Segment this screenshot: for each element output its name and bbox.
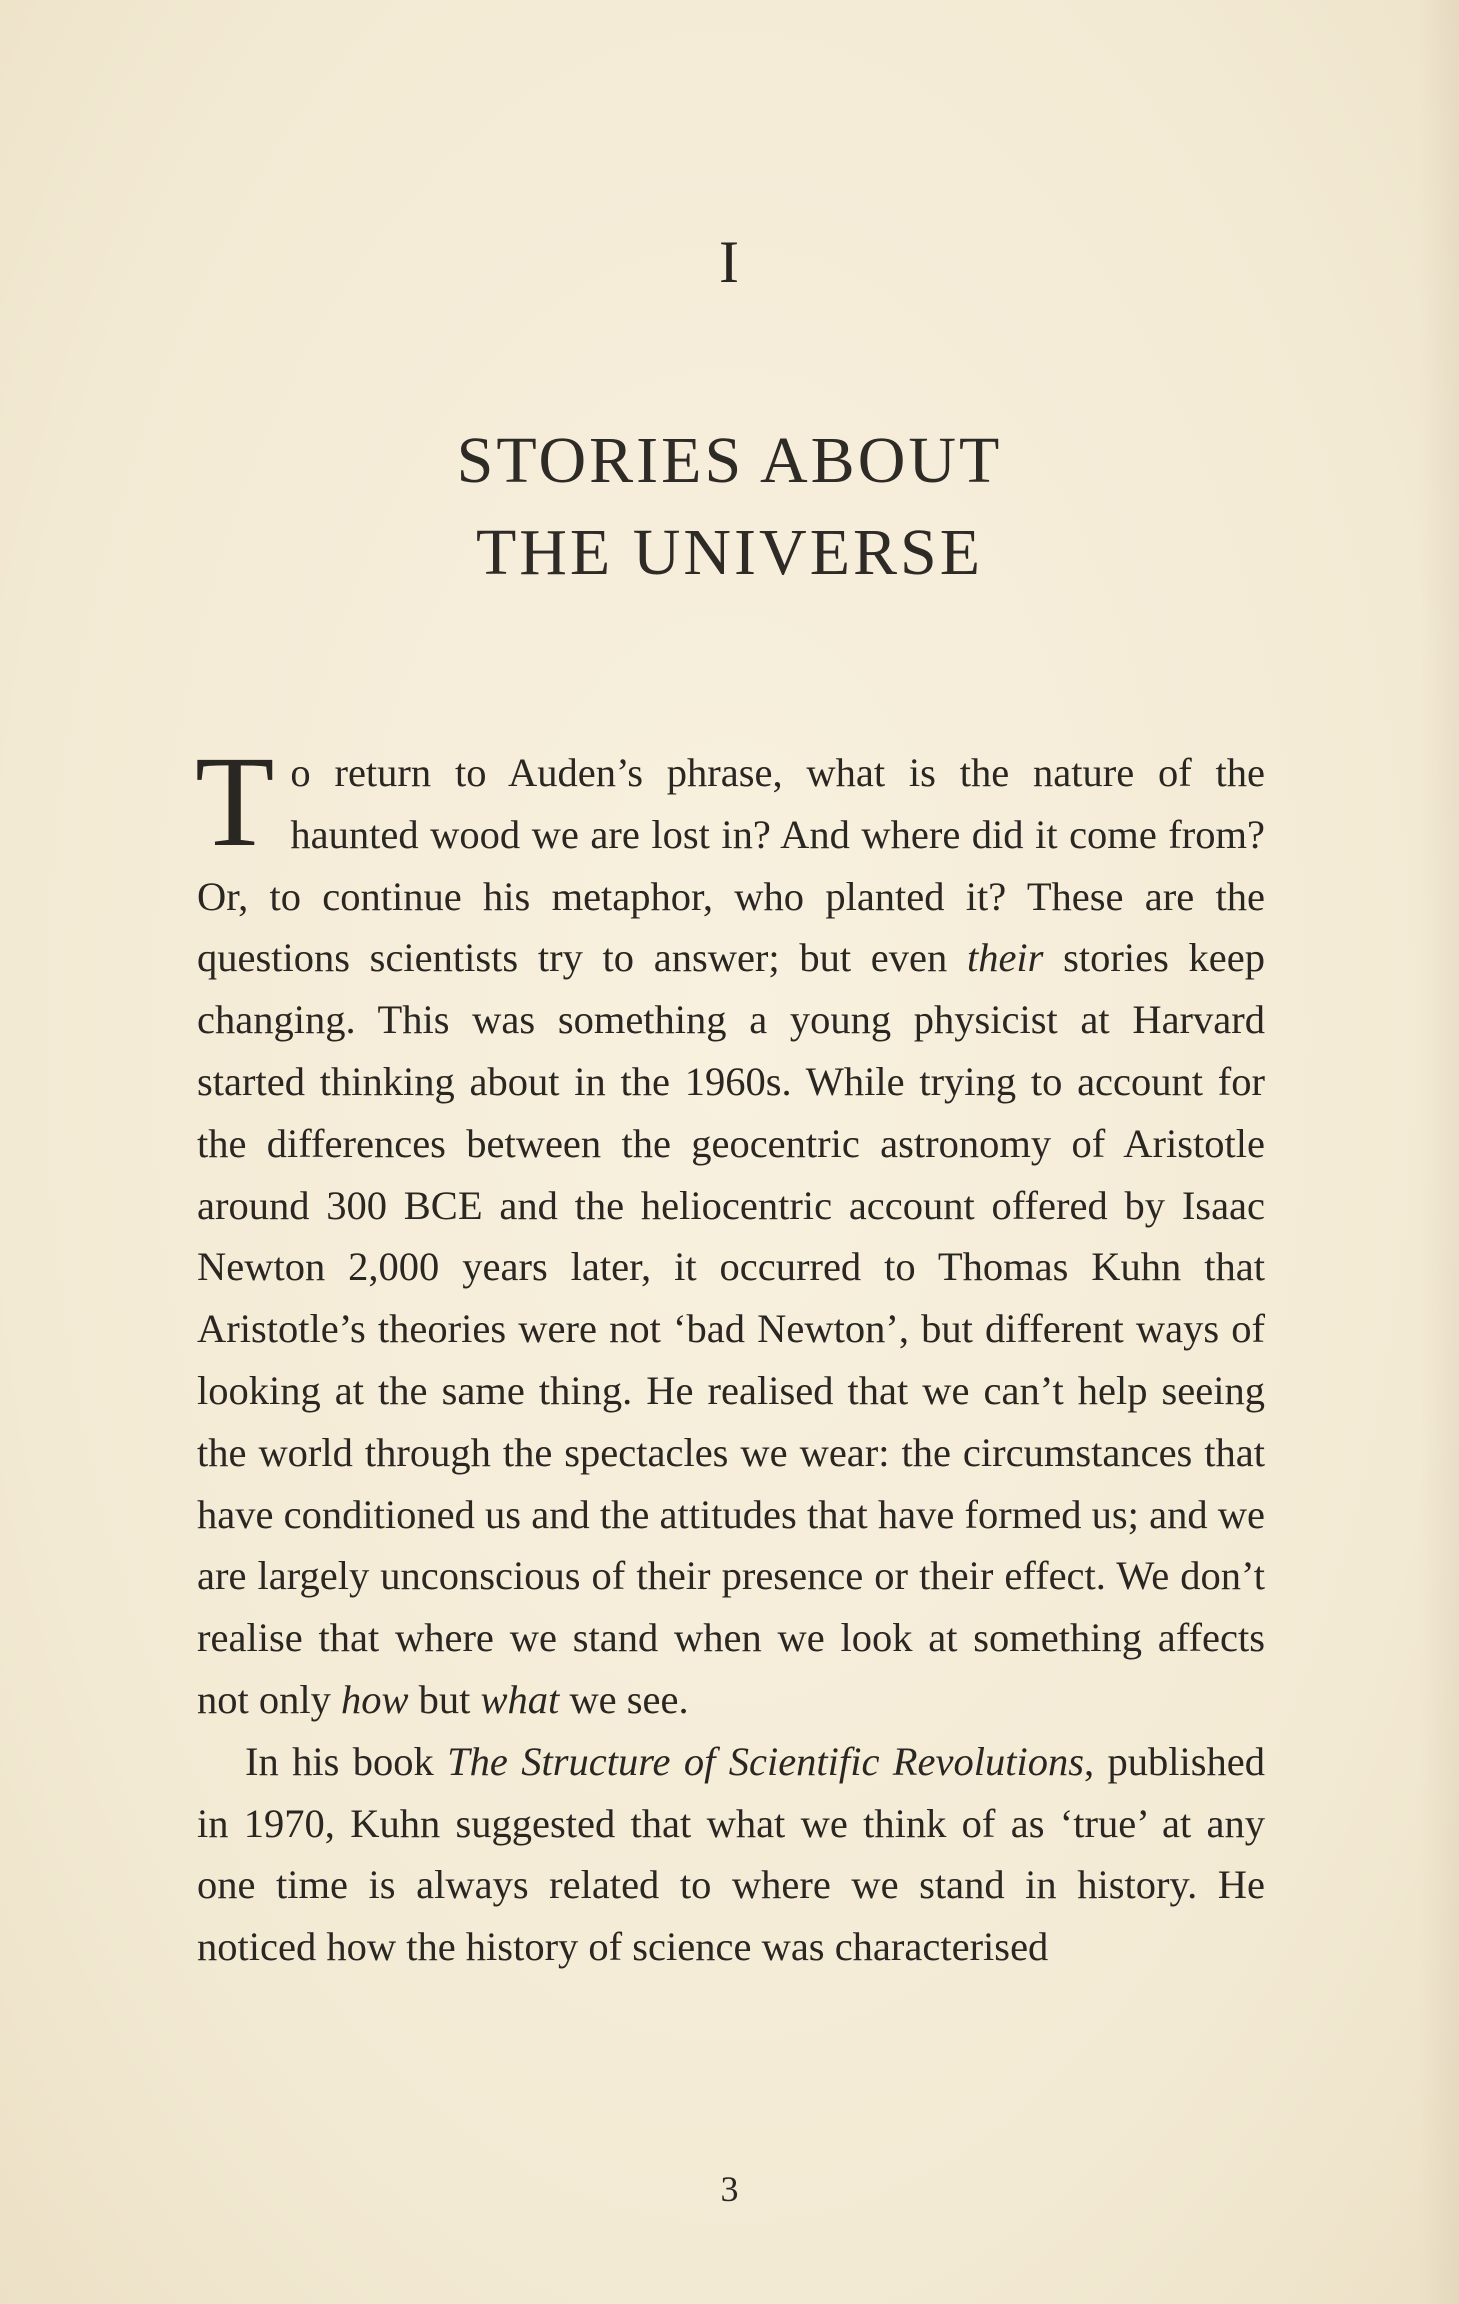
paragraph-1 [195,730,1265,1731]
page-number: 3 [720,2169,739,2209]
paragraph-2 [197,1731,1265,1978]
book-title: The Structure of Scientific Revolutions [447,1738,1084,1784]
paragraph-1-text-a: o return to Auden’s phrase, what is the nature of the haunted wood we are lost in? And where did it come from? Or, to continue his metaphor, who planted it? These are the questions scientists try to answer; but even [197,750,1265,981]
body-text [195,730,1265,1978]
chapter-number: I [719,229,740,295]
paragraph-2-text-a: In his book [245,1738,448,1784]
paragraph-1-text-d: we see. [559,1676,689,1722]
paragraph-1-text-c: but [408,1676,481,1722]
chapter-title-line-1: STORIES ABOUT [456,424,1003,497]
chapter-title [0,415,1459,599]
drop-cap: T [195,730,275,874]
emphasis-how: how [341,1676,409,1722]
paragraph-1-text-b: stories keep changing. This was something a young physicist at Harvard started thinking about in the 1960s. While trying to account for the differences between the geocentric astronomy of Aristotle around 300 BCE and the heliocentric account offered by Isaac Newton 2,000 years later, it occurred to Thomas Kuhn that Aristotle’s theories were not ‘bad Newton’, but different ways of looking at the same thing. He realised that we can’t help seeing the world through the spectacles we wear: the circumstances that have conditioned us and the attitudes that have formed us; and we are largely unconscious of their presence or their effect. We don’t realise that where we stand when we look at something affects not only [197,935,1265,1722]
emphasis-what: what [480,1676,560,1722]
chapter-title-line-2: THE UNIVERSE [475,516,984,589]
emphasis-their: their [966,935,1044,981]
page-edge-shading [1419,0,1459,2304]
paragraph-2-text-b: , published in 1970, Kuhn suggested that what we think of as ‘true’ at any one time is always related to where we stand in history. He noticed how the history of science was characterised [197,1738,1265,1970]
